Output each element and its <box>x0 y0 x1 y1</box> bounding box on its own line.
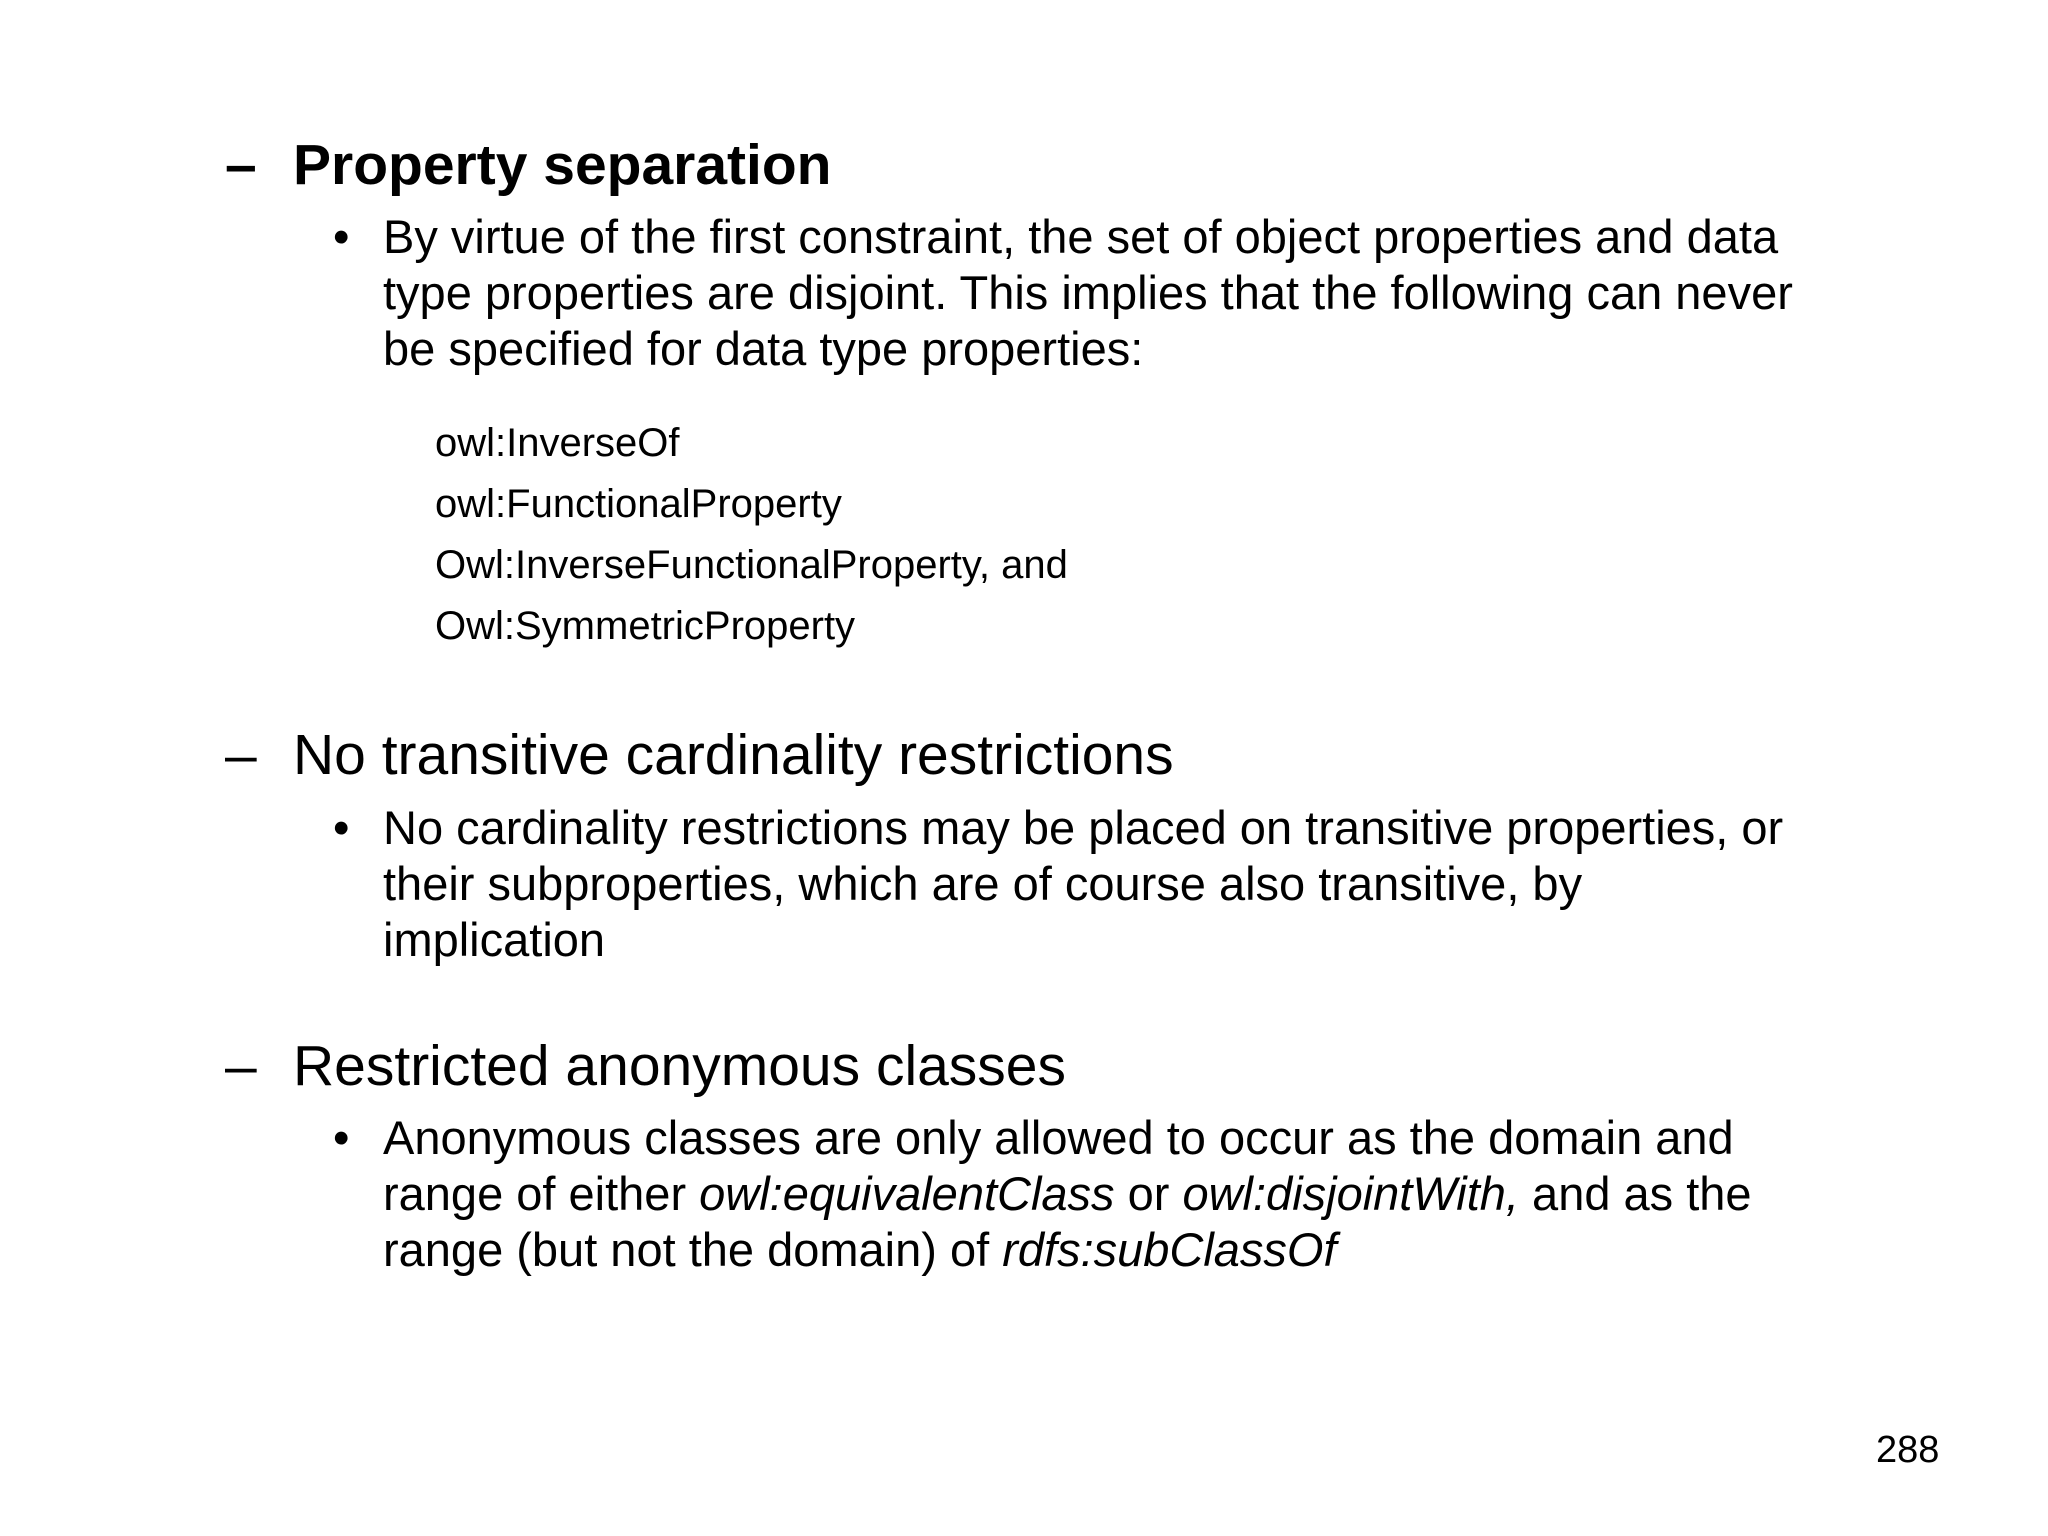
text-fragment: and as the <box>1519 1167 1752 1220</box>
bullet-marker: • <box>333 210 350 263</box>
text-line: be specified for data type properties: <box>383 322 1144 375</box>
rdfs-term-italic: rdfs:subClassOf <box>1002 1223 1337 1276</box>
text-fragment: range of either <box>383 1167 700 1220</box>
owl-term-italic: owl:equivalentClass <box>699 1167 1115 1220</box>
text-line: type properties are disjoint. This implies that the following can never <box>383 266 1793 319</box>
bullet-text-property-separation <box>383 209 1983 377</box>
dash-marker: – <box>225 1034 257 1098</box>
text-fragment: range (but not the domain) of <box>383 1223 1003 1276</box>
text-line <box>383 1166 1983 1222</box>
text-line: their subproperties, which are of course also transitive, by <box>383 857 1583 910</box>
owl-term: Owl:SymmetricProperty <box>435 604 856 648</box>
text-line: implication <box>383 913 606 966</box>
owl-term: owl:InverseOf <box>435 421 680 465</box>
heading-text: Restricted anonymous classes <box>293 1034 1067 1098</box>
dash-marker: – <box>225 723 257 787</box>
owl-term: Owl:InverseFunctionalProperty, and <box>435 543 1068 587</box>
text-line: Anonymous classes are only allowed to occur as the domain and <box>383 1111 1734 1164</box>
bullet-text-restricted-anonymous-classes <box>383 1110 1983 1278</box>
dash-marker: – <box>225 133 257 197</box>
text-line <box>383 1222 1983 1278</box>
page-number: 288 <box>1876 1429 1940 1471</box>
text-fragment: or <box>1114 1167 1183 1220</box>
owl-term: owl:FunctionalProperty <box>435 482 842 526</box>
owl-term-list <box>435 413 1068 657</box>
bullet-marker: • <box>333 801 350 854</box>
heading-text: Property separation <box>293 133 832 197</box>
owl-term-italic: owl:disjointWith, <box>1182 1167 1519 1220</box>
bullet-marker: • <box>333 1111 350 1164</box>
heading-text: No transitive cardinality restrictions <box>293 723 1174 787</box>
text-line: By virtue of the first constraint, the set of object properties and data <box>383 210 1779 263</box>
bullet-text-no-transitive-cardinality <box>383 800 1983 968</box>
text-line: No cardinality restrictions may be placed on transitive properties, or <box>383 801 1784 854</box>
